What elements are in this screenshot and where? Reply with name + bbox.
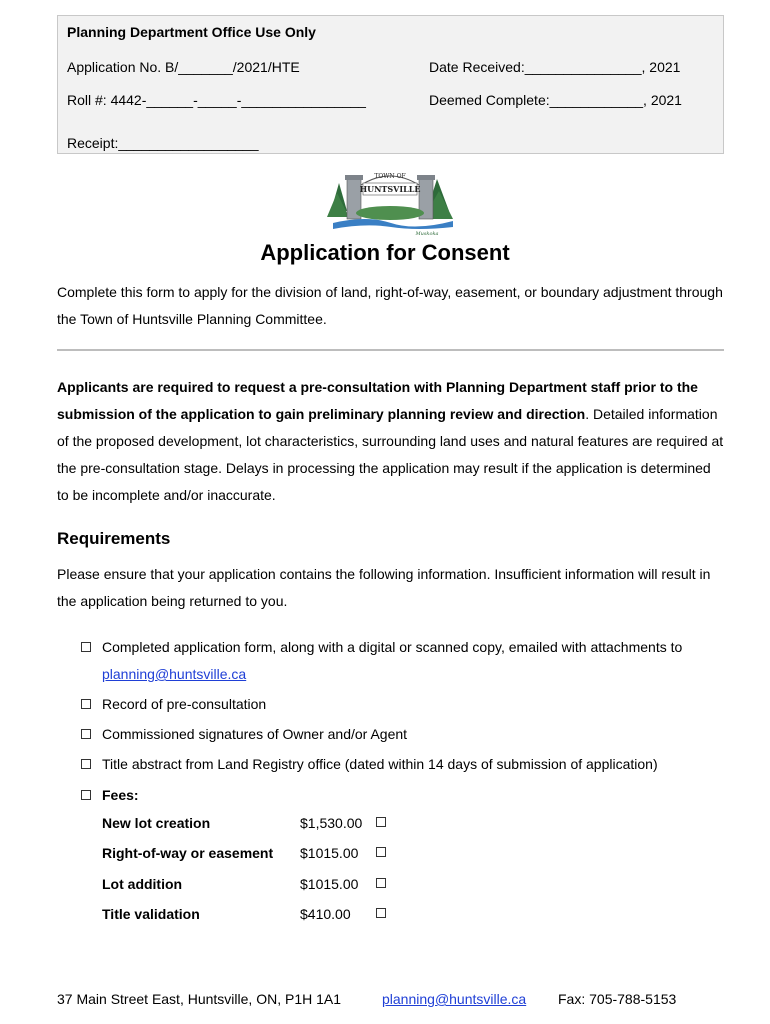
deemed-complete-field: Deemed Complete:____________, 2021 [429, 92, 682, 108]
intro-paragraph: Complete this form to apply for the division of land, right-of-way, easement, or boundary adjustment through the Town of Huntsville Planning Committee. [57, 284, 723, 327]
footer-email-link[interactable] [382, 991, 526, 1007]
fee-amount-lot-addition: $1015.00 [300, 876, 359, 892]
requirement-title-abstract: Title abstract from Land Registry office (dated within 14 days of submission of application) [102, 756, 658, 772]
footer-fax: Fax: 705-788-5153 [558, 991, 677, 1007]
fee-amount-new-lot: $1,530.00 [300, 815, 363, 831]
page-title: Application for Consent [260, 240, 510, 265]
checkbox-commissioned-signatures[interactable] [81, 729, 91, 739]
requirements-intro: Please ensure that your application contains the following information. Insufficient information will result in the application being returned to you. [57, 566, 711, 609]
office-use-title: Planning Department Office Use Only [67, 24, 316, 40]
fee-name-lot-addition: Lot addition [102, 876, 183, 892]
checkbox-fees[interactable] [81, 790, 91, 800]
checkbox-fee-right-of-way[interactable] [376, 847, 386, 857]
roll-number-field: Roll #: 4442-______-_____-________________ [67, 92, 366, 108]
section-divider [57, 349, 724, 351]
notice-text: . Detailed information of the proposed development, lot characteristics, surrounding land uses and natural features are required at the pre-consultation stage. Delays in processing the application may result if the application is determined to be incomplete and/or inaccurate. [57, 406, 724, 503]
fee-amount-right-of-way: $1015.00 [300, 845, 359, 861]
office-use-box [57, 15, 724, 154]
fee-name-new-lot: New lot creation [102, 815, 211, 831]
requirement-application-form [102, 634, 722, 688]
planning-email-link[interactable]: planning@huntsville.ca [102, 666, 247, 682]
checkbox-fee-lot-addition[interactable] [376, 878, 386, 888]
footer-address: 37 Main Street East, Huntsville, ON, P1H 1A1 [57, 991, 342, 1007]
requirement-application-form-text: Completed application form, along with a digital or scanned copy, emailed with attachments to [102, 639, 683, 655]
requirement-pre-consultation: Record of pre-consultation [102, 696, 267, 712]
svg-text:TOWN OF: TOWN OF [374, 173, 406, 180]
footer-email[interactable]: planning@huntsville.ca [382, 991, 527, 1007]
fee-name-right-of-way: Right-of-way or easement [102, 845, 274, 861]
date-received-field: Date Received:_______________, 2021 [429, 59, 681, 75]
notice-bold-text: Applicants are required to request a pre-consultation with Planning Department staff prior to the submission of the application to gain preliminary planning review and direction [57, 379, 698, 422]
checkbox-title-abstract[interactable] [81, 759, 91, 769]
pre-consultation-notice [57, 374, 725, 509]
checkbox-fee-new-lot[interactable] [376, 817, 386, 827]
svg-text:Muskoka: Muskoka [415, 231, 439, 237]
requirements-heading: Requirements [57, 529, 171, 548]
receipt-field: Receipt:__________________ [67, 135, 259, 151]
application-number-field: Application No. B/_______/2021/HTE [67, 59, 300, 75]
checkbox-pre-consultation[interactable] [81, 699, 91, 709]
huntsville-logo [327, 165, 455, 237]
svg-text:HUNTSVILLE: HUNTSVILLE [359, 184, 421, 194]
checkbox-fee-title-validation[interactable] [376, 908, 386, 918]
requirement-commissioned-signatures: Commissioned signatures of Owner and/or Agent [102, 726, 408, 742]
checkbox-application-form[interactable] [81, 642, 91, 652]
requirement-fees: Fees: [102, 787, 139, 803]
fee-amount-title-validation: $410.00 [300, 906, 351, 922]
fee-name-title-validation: Title validation [102, 906, 200, 922]
